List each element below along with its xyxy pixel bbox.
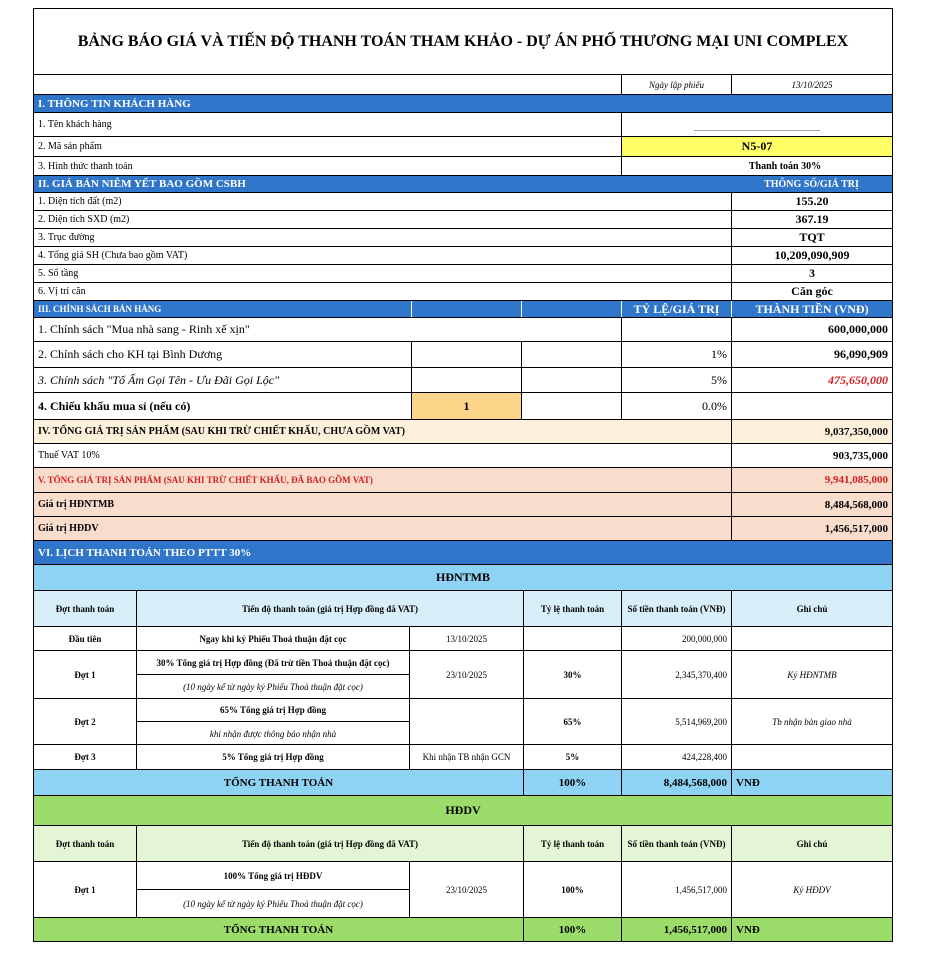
phase-rate: 100% <box>523 862 621 917</box>
hddv-title: HĐDV <box>445 803 481 817</box>
phase-note <box>731 627 892 650</box>
phase-label: Đầu tiên <box>68 633 102 644</box>
section-total-incl-vat <box>33 468 893 493</box>
page-title: BẢNG BÁO GIÁ VÀ TIẾN ĐỘ THANH TOÁN THAM KHẢO - DỰ ÁN PHỐ THƯƠNG MẠI UNI COMPLEX <box>77 32 849 50</box>
policy-amount: 600,000,000 <box>731 318 892 341</box>
hddv-value-row <box>33 517 893 541</box>
phase-desc-cell <box>136 699 409 744</box>
total-amount: 8,484,568,000 <box>621 770 731 795</box>
value-header: THÔNG SỐ/GIÁ TRỊ <box>764 178 859 190</box>
row-value: 3 <box>731 265 892 282</box>
section-sales-policy <box>33 301 893 318</box>
phase-amount: 5,514,969,200 <box>621 699 731 744</box>
spec-row <box>33 283 893 301</box>
date-value[interactable]: 13/10/2025 <box>731 75 892 94</box>
policy-row <box>33 342 893 368</box>
hdntmb-value-row <box>33 493 893 517</box>
hddv-label: Giá trị HĐDV <box>38 523 99 534</box>
total-rate: 100% <box>523 918 621 941</box>
phase-amount: 200,000,000 <box>621 627 731 650</box>
hdntmb-header-row <box>33 591 893 627</box>
row-label: 1. Diện tích đất (m2) <box>38 196 122 207</box>
row-label: 2. Mã sản phẩm <box>38 141 102 152</box>
product-code-row <box>33 137 893 157</box>
header-amount: Số tiền thanh toán (VNĐ) <box>621 591 731 626</box>
phase-note <box>731 745 892 769</box>
policy-row <box>33 368 893 393</box>
total-incl-vat-value: 9,941,085,000 <box>731 468 892 492</box>
customer-name-row <box>33 113 893 137</box>
phase-note: Ký HĐDV <box>731 862 892 917</box>
phase-amount: 424,228,400 <box>621 745 731 769</box>
policy-label: 1. Chính sách "Mua nhà sang - Rinh xế xịn" <box>38 322 250 336</box>
schedule-row <box>33 862 893 918</box>
header-rate: Tỷ lệ thanh toán <box>523 826 621 861</box>
policy-blank <box>521 368 621 392</box>
spec-row <box>33 211 893 229</box>
header-phase: Đợt thanh toán <box>55 838 115 849</box>
schedule-row <box>33 651 893 699</box>
policy-rate: 5% <box>621 368 731 392</box>
header-progress: Tiến độ thanh toán (giá trị Hợp đồng đã VAT) <box>136 591 523 626</box>
date-row <box>33 75 893 95</box>
phase-label: Đợt 1 <box>74 884 96 895</box>
product-code-value[interactable]: N5-07 <box>621 137 892 156</box>
phase-note: Ký HĐNTMB <box>731 651 892 698</box>
hddv-total-row <box>33 918 893 942</box>
header-progress: Tiến độ thanh toán (giá trị Hợp đồng đã VAT) <box>136 826 523 861</box>
total-before-vat-value: 9,037,350,000 <box>731 420 892 443</box>
header-phase: Đợt thanh toán <box>55 603 115 614</box>
policy-rate: 0.0% <box>621 393 731 419</box>
policy-blank <box>521 393 621 419</box>
phase-date: 13/10/2025 <box>409 627 523 650</box>
policy-label: 4. Chiếu khấu mua sỉ (nếu có) <box>38 398 191 413</box>
row-label: 1. Tên khách hàng <box>38 119 112 130</box>
section-total-before-vat <box>33 420 893 444</box>
row-label: 6. Vị trí căn <box>38 286 86 297</box>
hdntmb-label: Giá trị HĐNTMB <box>38 499 115 510</box>
phase-rate: 5% <box>523 745 621 769</box>
row-value: 155.20 <box>731 193 892 210</box>
phase-rate: 30% <box>523 651 621 698</box>
total-label: TỔNG THANH TOÁN <box>223 776 334 789</box>
phase-amount: 1,456,517,000 <box>621 862 731 917</box>
phase-desc: 65% Tổng giá trị Hợp đồng <box>137 699 409 722</box>
section-title: II. GIÁ BÁN NIÊM YẾT BAO GỒM CSBH <box>38 178 246 190</box>
section-title: V. TỔNG GIÁ TRỊ SẢN PHẨM (SAU KHI TRỪ CHIẾT KHẤU, ĐÃ BAO GỒM VAT) <box>38 475 373 485</box>
policy-rate <box>621 318 731 341</box>
header-note: Ghi chú <box>731 591 892 626</box>
hdntmb-title-row <box>33 565 893 591</box>
policy-amount: 475,650,000 <box>731 368 892 392</box>
hddv-title-row <box>33 796 893 826</box>
section-payment-schedule <box>33 541 893 565</box>
row-label: 3. Hình thức thanh toán <box>38 160 133 172</box>
policy-label: 2. Chính sách cho KH tại Bình Dương <box>38 347 223 361</box>
policy-amount <box>731 393 892 419</box>
section-title: III. CHÍNH SÁCH BÁN HÀNG <box>38 304 162 314</box>
schedule-row <box>33 627 893 651</box>
vat-label: Thuế VAT 10% <box>38 450 100 461</box>
row-label: 2. Diện tích SXD (m2) <box>38 214 130 225</box>
phase-desc-cell <box>136 862 409 917</box>
section-title: VI. LỊCH THANH TOÁN THEO PTTT 30% <box>38 546 252 559</box>
vat-row <box>33 444 893 468</box>
rate-header: TỶ LỆ/GIÁ TRỊ <box>621 301 731 317</box>
amount-header: THÀNH TIỀN (VNĐ) <box>731 301 892 317</box>
title-row <box>33 8 893 75</box>
phase-desc: 30% Tổng giá trị Hợp đồng (Đã trừ tiền Thoả thuận đặt cọc) <box>137 651 409 675</box>
phase-amount: 2,345,370,400 <box>621 651 731 698</box>
phase-desc-cell <box>136 651 409 698</box>
payment-method-value[interactable]: Thanh toán 30% <box>621 157 892 175</box>
total-currency: VNĐ <box>731 770 892 795</box>
policy-row <box>33 318 893 342</box>
row-label: 3. Trục đường <box>38 232 95 243</box>
header-rate: Tỷ lệ thanh toán <box>523 591 621 626</box>
phase-sub: (10 ngày kể từ ngày ký Phiếu Thoả thuận đặt cọc) <box>183 682 363 692</box>
spec-row <box>33 247 893 265</box>
phase-date <box>409 699 523 744</box>
phase-desc: 100% Tổng giá trị HĐDV <box>137 862 409 890</box>
phase-label: Đợt 1 <box>74 669 96 680</box>
phase-label: Đợt 3 <box>74 752 96 762</box>
row-value: TQT <box>731 229 892 246</box>
spec-row <box>33 265 893 283</box>
blank-header <box>411 301 521 317</box>
date-label: Ngày lập phiếu <box>621 75 731 94</box>
schedule-row <box>33 699 893 745</box>
phase-note: Tb nhận bàn giao nhà <box>731 699 892 744</box>
total-label: TỔNG THANH TOÁN <box>223 923 334 936</box>
phase-desc: Ngay khi ký Phiếu Thoả thuận đặt cọc <box>136 627 409 650</box>
row-label: 4. Tổng giá SH (Chưa bao gồm VAT) <box>38 250 188 261</box>
row-value: 367.19 <box>731 211 892 228</box>
row-value: Căn góc <box>731 283 892 300</box>
policy-label: 3. Chính sách "Tổ Ấm Gọi Tên - Ưu Đãi Gọi Lộc" <box>38 372 280 387</box>
header-note: Ghi chú <box>731 826 892 861</box>
section-title: IV. TỔNG GIÁ TRỊ SẢN PHẨM (SAU KHI TRỪ CHIẾT KHẤU, CHƯA GỒM VAT) <box>38 426 405 437</box>
hdntmb-total-row <box>33 770 893 796</box>
phase-rate: 65% <box>523 699 621 744</box>
quotation-sheet <box>33 8 893 942</box>
blank-header <box>521 301 621 317</box>
phase-label: Đợt 2 <box>74 716 96 727</box>
policy-blank <box>411 342 521 367</box>
total-currency: VNĐ <box>731 918 892 941</box>
phase-date: 23/10/2025 <box>409 862 523 917</box>
section-title: I. THÔNG TIN KHÁCH HÀNG <box>38 97 191 110</box>
total-amount: 1,456,517,000 <box>621 918 731 941</box>
policy-row <box>33 393 893 420</box>
hdntmb-value: 8,484,568,000 <box>731 493 892 516</box>
row-value: 10,209,090,909 <box>731 247 892 264</box>
header-amount: Số tiền thanh toán (VNĐ) <box>621 826 731 861</box>
phase-rate <box>523 627 621 650</box>
phase-sub: khi nhận được thông báo nhận nhà <box>209 728 337 739</box>
phase-desc: 5% Tổng giá trị Hợp đồng <box>136 745 409 769</box>
spec-row <box>33 193 893 211</box>
phase-date: 23/10/2025 <box>409 651 523 698</box>
policy-blank <box>411 368 521 392</box>
section-customer-info <box>33 95 893 113</box>
policy-rate: 1% <box>621 342 731 367</box>
policy-amount: 96,090,909 <box>731 342 892 367</box>
spec-row <box>33 229 893 247</box>
policy-blank <box>521 342 621 367</box>
phase-date: Khi nhận TB nhận GCN <box>409 745 523 769</box>
phase-sub: (10 ngày kể từ ngày ký Phiếu Thoả thuận đặt cọc) <box>183 899 363 909</box>
hdntmb-title: HĐNTMB <box>436 570 490 584</box>
total-rate: 100% <box>523 770 621 795</box>
hddv-header-row <box>33 826 893 862</box>
payment-method-row <box>33 157 893 176</box>
section-listed-price <box>33 176 893 193</box>
row-label: 5. Số tầng <box>38 268 79 279</box>
vat-value: 903,735,000 <box>731 444 892 467</box>
hddv-value: 1,456,517,000 <box>731 517 892 540</box>
schedule-row <box>33 745 893 770</box>
customer-name-field[interactable]: ............................................................... <box>621 113 892 136</box>
wholesale-qty-input[interactable]: 1 <box>411 393 521 419</box>
